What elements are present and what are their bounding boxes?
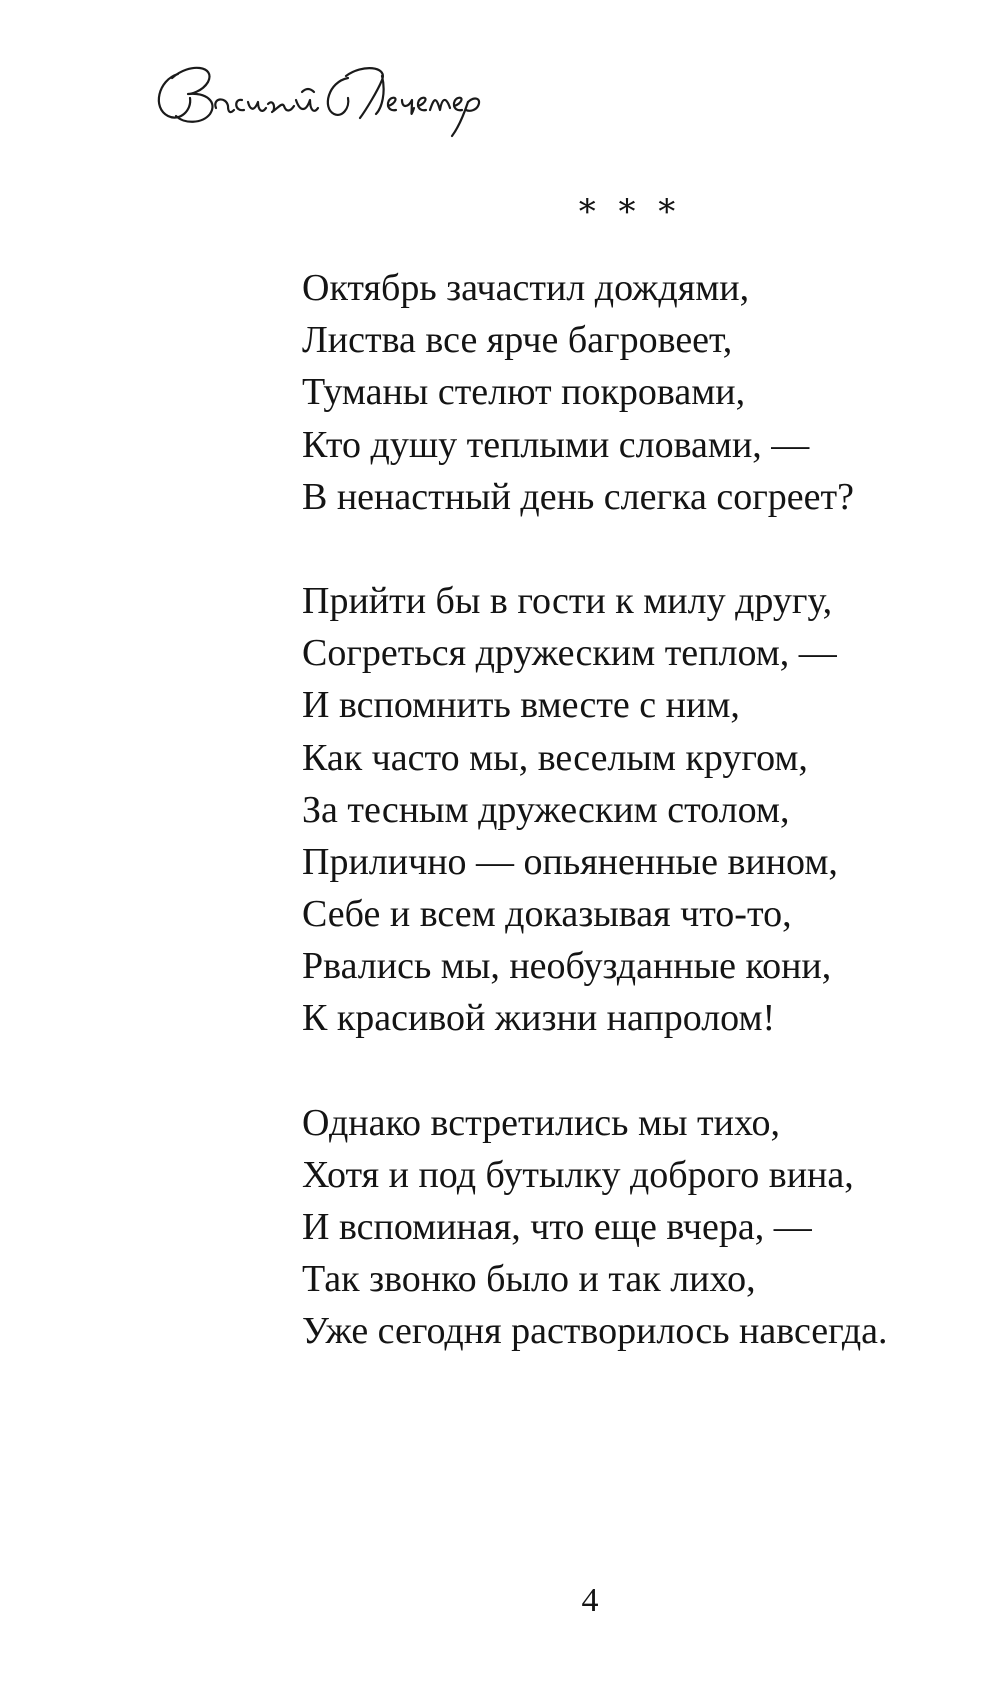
stanza-2: [302, 575, 962, 1045]
stanza-1: [302, 262, 962, 523]
poem-line: Как часто мы, веселым кругом,: [302, 736, 808, 779]
poem-line: И вспомнить вместе с ним,: [302, 684, 740, 727]
poem-line: Прилично — опьяненные вином,: [302, 840, 838, 883]
poem-line: Листва все ярче багровеет,: [302, 319, 733, 362]
poem-line: Хотя и под бутылку доброго вина,: [302, 1153, 854, 1196]
poem-line: Туманы стелют покровами,: [302, 371, 746, 414]
poem-line: Себе и всем доказывая что-то,: [302, 893, 792, 936]
poem-body: [302, 262, 962, 1410]
poem-line: Октябрь зачастил дождями,: [302, 267, 750, 309]
author-signature: [150, 52, 490, 138]
section-ornament: * * *: [578, 192, 682, 232]
poem-line: Кто душу теплыми словами, —: [302, 423, 810, 466]
poem-line: За тесным дружеским столом,: [302, 788, 790, 831]
poem-line: Так звонко было и так лихо,: [302, 1258, 756, 1301]
poem-line: В ненастный день слегка согреет?: [302, 475, 854, 518]
poem-line: И вспоминая, что еще вчера, —: [302, 1206, 812, 1248]
poem-line: Уже сегодня растворилось навсегда.: [302, 1310, 888, 1353]
poem-line: Однако встретились мы тихо,: [302, 1101, 781, 1144]
poem-line: Рвались мы, необузданные кони,: [302, 945, 832, 988]
stanza-3: [302, 1097, 962, 1358]
signature-script-graphic: [150, 52, 490, 138]
poem-line: Прийти бы в гости к милу другу,: [302, 579, 833, 622]
page-number: 4: [581, 1582, 599, 1619]
poem-line: К красивой жизни напролом!: [302, 997, 776, 1040]
poem-line: Согреться дружеским теплом, —: [302, 632, 837, 675]
